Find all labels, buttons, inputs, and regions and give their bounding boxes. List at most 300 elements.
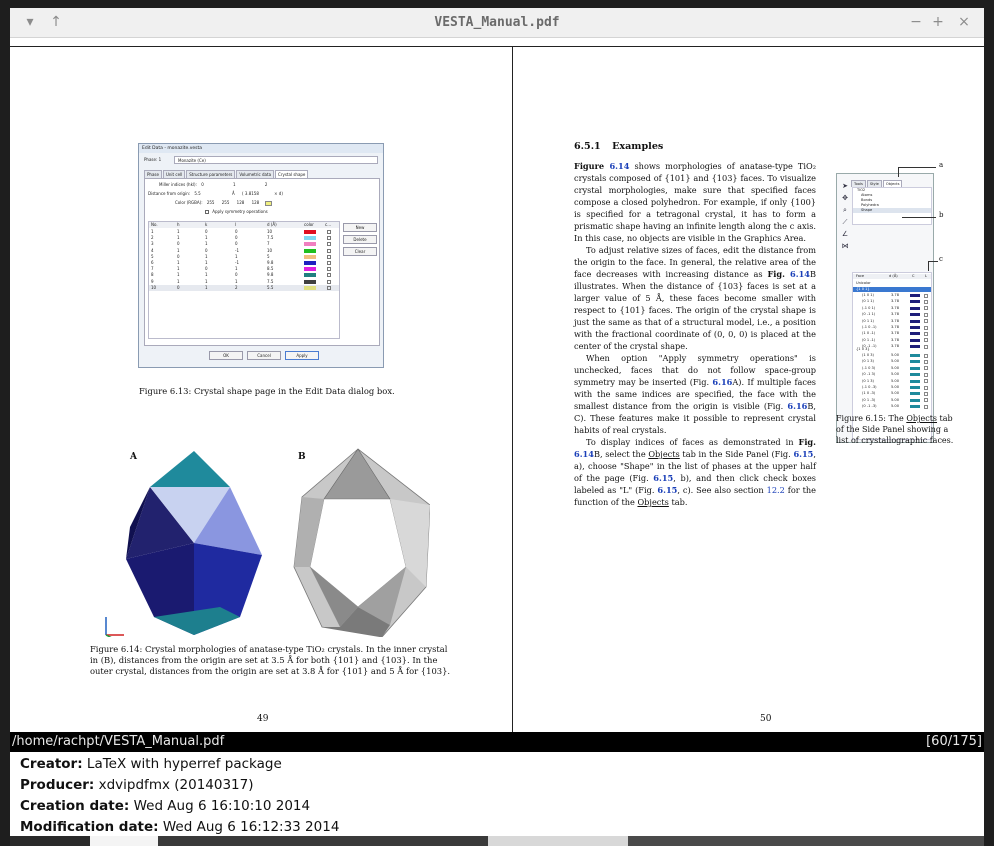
page-divider — [512, 47, 513, 733]
checkbox-icon — [327, 236, 331, 240]
taskbar-segment — [90, 836, 158, 846]
text: Objects — [637, 497, 669, 507]
checkbox-icon — [327, 242, 331, 246]
col-c: c... — [325, 222, 332, 227]
checkbox-icon — [924, 360, 928, 364]
callout-line-b — [902, 217, 936, 218]
section-title: Examples — [612, 141, 664, 152]
face-distance: 5.00 — [891, 397, 900, 402]
faces-table-row — [149, 254, 339, 260]
group-label: {1 0 1} — [856, 287, 870, 291]
col-c: C — [912, 274, 915, 278]
section-heading — [574, 141, 663, 152]
cell-no: 2 — [151, 235, 154, 241]
col-d: d (Å) — [267, 222, 277, 227]
face-index: (-1 0 3) — [862, 365, 876, 370]
faces-table-row — [149, 241, 339, 247]
checkbox-icon — [205, 210, 209, 214]
callout-line-c — [928, 261, 938, 262]
checkbox-icon — [924, 379, 928, 383]
color-swatch — [265, 201, 272, 206]
crystal-a-image — [126, 451, 262, 635]
face-distance: 5.00 — [891, 404, 900, 409]
figure-link[interactable]: 6.14 — [790, 269, 810, 279]
bond-tool-icon: ⟋ — [842, 218, 848, 226]
tree-item: TiO2 — [857, 188, 866, 192]
section-link[interactable]: 12.2 — [766, 485, 785, 495]
group-label: {1 0 3} — [856, 347, 870, 351]
text: tab. — [668, 497, 688, 507]
info-value: LaTeX with hyperref package — [86, 756, 282, 772]
figure-6-13-caption: Figure 6.13: Crystal shape page in the Edit Data dialog box. — [139, 386, 395, 396]
faces-table — [148, 221, 340, 339]
symmetry-row — [205, 209, 268, 215]
cell-k: 1 — [205, 253, 208, 259]
faces-list-header — [853, 274, 931, 279]
info-value: Wed Aug 6 16:10:10 2014 — [133, 798, 311, 814]
face-row — [853, 404, 931, 409]
figure-6-14-caption — [90, 644, 500, 677]
side-toolbar — [839, 178, 851, 254]
face-index: (0 1 -3) — [862, 397, 876, 402]
checkbox-icon — [924, 373, 928, 377]
clear-button: Clear — [343, 247, 377, 256]
dialog-tabs — [144, 170, 309, 178]
color-swatch — [304, 267, 316, 271]
cell-h: 1 — [177, 272, 180, 278]
face-distance: 3.78 — [891, 325, 900, 329]
side-panel-figure — [836, 173, 934, 443]
cell-d: 10 — [267, 229, 273, 234]
text: When option "Apply symmetry operations" is unchecked, faces that do not follow space-group symmetry may be inserted (Fig. — [574, 353, 816, 387]
phase-select: Monazite (Ce) — [174, 156, 378, 164]
face-row — [853, 325, 931, 330]
dialog-tab-active: Crystal shape — [275, 170, 308, 178]
paragraph — [574, 436, 816, 508]
faces-table-row — [149, 279, 339, 285]
figure-link[interactable]: 6.16 — [712, 377, 733, 387]
minimize-icon[interactable]: − — [910, 14, 922, 30]
crystal-shape-panel — [144, 178, 380, 346]
checkbox-icon — [924, 313, 928, 317]
text: tab in the Side Panel (Fig. — [679, 449, 794, 459]
callout-label-b: b — [939, 211, 944, 219]
cell-l: -1 — [235, 260, 239, 265]
info-creator — [20, 756, 282, 772]
cell-d: 9.8 — [267, 260, 274, 265]
distance-value: 5.5 — [194, 191, 201, 196]
face-row — [853, 372, 931, 377]
face-row — [853, 398, 931, 403]
color-swatch — [910, 392, 920, 395]
maximize-icon[interactable]: + — [932, 14, 944, 30]
color-swatch — [910, 380, 920, 383]
cell-d: 7.5 — [267, 278, 274, 284]
cell-h: 0 — [177, 241, 180, 247]
face-index: (0 1 -1) — [862, 337, 876, 342]
dialog-tab: Phase — [144, 170, 162, 178]
cell-k: 1 — [205, 260, 208, 265]
crystal-label-a: A — [130, 452, 137, 462]
checkbox-icon — [924, 392, 928, 396]
faces-table-row — [149, 229, 339, 235]
color-swatch — [304, 286, 316, 290]
cell-h: 0 — [177, 284, 180, 290]
cell-h: 1 — [177, 235, 180, 241]
new-button: New — [343, 223, 377, 232]
figure-6-15-caption — [836, 413, 960, 446]
face-index: (0 -1 -1) — [862, 344, 877, 349]
face-row — [853, 353, 931, 358]
page-number-left: 49 — [257, 714, 269, 724]
ok-button: OK — [209, 351, 243, 360]
col-k: k — [205, 222, 208, 227]
face-row — [853, 379, 931, 384]
face-index: (1 0 1) — [862, 293, 874, 297]
face-row — [853, 331, 931, 336]
tree-item: Polyhedra — [861, 203, 879, 207]
text: Objects — [906, 414, 938, 423]
taskbar-segment — [628, 836, 984, 846]
cell-k: 1 — [205, 284, 208, 290]
cell-l: 0 — [235, 241, 238, 247]
face-distance: 3.78 — [891, 337, 900, 342]
file-path: /home/rachpt/VESTA_Manual.pdf — [12, 734, 225, 749]
status-bar — [10, 732, 984, 752]
cancel-button: Cancel — [247, 351, 281, 360]
face-distance: 5.00 — [891, 365, 900, 370]
color-swatch — [304, 242, 316, 246]
face-index: (0 1 3) — [862, 359, 874, 364]
color-swatch — [910, 373, 920, 376]
text: Fig. — [767, 269, 791, 279]
figure-link[interactable]: 6.15 — [653, 473, 674, 483]
dialog-title: Edit Data - monazite.vesta — [139, 144, 383, 153]
face-index: (-1 0 -1) — [862, 325, 877, 329]
body-text — [574, 160, 816, 508]
callout-label-c: c — [939, 255, 943, 263]
face-index: (0 -1 -3) — [862, 404, 877, 409]
callout-line-a — [898, 167, 936, 168]
checkbox-icon — [924, 326, 928, 330]
phase-label: Phase: 1 — [144, 157, 162, 162]
cell-h: 1 — [177, 229, 180, 234]
color-swatch — [910, 386, 920, 389]
side-tab: Tools — [851, 180, 866, 187]
checkbox-icon — [924, 405, 928, 409]
checkbox-icon — [327, 261, 331, 265]
cell-l: 0 — [235, 235, 238, 241]
info-modification-date — [20, 819, 339, 835]
color-swatch — [304, 280, 316, 284]
taskbar-strip — [10, 836, 984, 846]
color-swatch — [304, 261, 316, 265]
face-row — [853, 359, 931, 364]
info-creation-date — [20, 798, 310, 814]
color-swatch — [304, 236, 316, 240]
color-swatch — [304, 230, 316, 234]
face-index: (-1 0 -3) — [862, 385, 877, 389]
cell-l: 0 — [235, 229, 238, 234]
cell-d: 7 — [267, 241, 270, 247]
symmetry-label: Apply symmetry operations — [212, 209, 268, 214]
checkbox-icon — [924, 300, 928, 304]
tree-item: Atoms — [861, 193, 873, 197]
color-swatch — [910, 360, 920, 363]
text: for the function of the — [574, 485, 817, 507]
info-value: Wed Aug 6 16:12:33 2014 — [162, 819, 340, 835]
angle-tool-icon: ∠ — [841, 230, 849, 238]
checkbox-icon — [327, 230, 331, 234]
face-row — [853, 391, 931, 396]
crystal-figures — [90, 447, 430, 637]
face-row — [853, 299, 931, 304]
face-distance: 5.00 — [891, 372, 900, 377]
dialog-tab: Volumetric data — [236, 170, 274, 178]
cell-l: 0 — [235, 272, 238, 278]
zoom-icon: ⌕ — [843, 206, 847, 214]
checkbox-icon — [327, 273, 331, 277]
caption-line: outer crystal, distances from the origin are set at 3.8 Å for {101} and 5 Å for {103}. — [90, 666, 451, 676]
color-swatch — [304, 273, 316, 277]
group-label: Unicolor — [856, 281, 871, 285]
face-index: (0 -1 3) — [862, 372, 876, 377]
faces-table-row — [149, 285, 339, 291]
color-swatch — [910, 326, 920, 329]
checkbox-icon — [924, 332, 928, 336]
face-distance: 3.78 — [891, 318, 900, 323]
face-distance: 5.00 — [891, 385, 900, 389]
face-row — [853, 319, 931, 324]
cell-h: 1 — [177, 266, 180, 272]
cell-l: 1 — [235, 266, 238, 272]
color-swatch — [910, 367, 920, 370]
face-distance: 3.78 — [891, 344, 900, 349]
title-bar[interactable] — [10, 8, 984, 38]
face-index: (-1 0 1) — [862, 305, 876, 310]
text: , c). See also section — [677, 485, 767, 495]
checkbox-icon — [327, 286, 331, 290]
color-swatch — [910, 332, 920, 335]
figure-link[interactable]: 6.16 — [787, 401, 808, 411]
keep-above-arrow-icon[interactable]: ↑ — [50, 14, 62, 30]
group-row-selected — [853, 287, 931, 292]
cell-no: 5 — [151, 253, 154, 259]
group-row — [853, 281, 931, 286]
color-swatch — [910, 300, 920, 303]
faces-table-row — [149, 248, 339, 254]
color-swatch — [304, 255, 316, 259]
text: To adjust relative sizes of faces, edit the distance from the origin to the face. In general, the relative area of the face decreases with increasing distance as — [574, 245, 816, 279]
face-distance: 3.78 — [891, 312, 900, 317]
info-label: Producer: — [20, 777, 95, 793]
cell-h: 1 — [177, 278, 180, 284]
cell-d: 5 — [267, 253, 270, 259]
cell-no: 9 — [151, 278, 154, 284]
taskbar-segment — [488, 836, 628, 846]
face-row — [853, 385, 931, 390]
dihedral-tool-icon: ⋈ — [841, 242, 849, 250]
color-swatch — [910, 354, 920, 357]
checkbox-icon — [924, 319, 928, 323]
cell-h: 0 — [177, 253, 180, 259]
color-label: Color (RGBA): — [175, 200, 203, 205]
axis-indicator-icon — [106, 617, 124, 637]
cell-d: 5.5 — [267, 284, 274, 290]
callout-line-a-stem — [898, 167, 899, 177]
text: , a), choose "Shape" in the list of phases at the upper half of the page (Fig. — [574, 449, 816, 483]
text: Fig. — [798, 437, 816, 447]
phase-row — [144, 156, 378, 164]
text: B illustrates. When the distance of {103} faces is set at a larger value of 5 Å, these faces become smaller with respect to {101} faces. The origin of the crystal shape is just the same as that of a structural model, i.e., a position with the fractional coordinate of (0, 0, 0) is placed at the center of the crystal shape. — [574, 269, 816, 351]
faces-table-row — [149, 266, 339, 272]
checkbox-icon — [924, 366, 928, 370]
col-d: d (Å) — [889, 274, 898, 278]
face-row — [853, 293, 931, 298]
info-label: Modification date: — [20, 819, 159, 835]
face-distance: 3.78 — [891, 293, 900, 297]
faces-table-row — [149, 235, 339, 241]
cell-l: -1 — [235, 247, 239, 253]
cell-l: 1 — [235, 253, 238, 259]
figure-link[interactable]: 6.14 — [609, 161, 630, 171]
pdf-viewer-window — [10, 8, 984, 846]
face-distance: 5.00 — [891, 359, 900, 364]
color-b: 128 — [236, 200, 245, 205]
color-swatch — [910, 294, 920, 297]
cell-d: 10 — [267, 247, 273, 253]
crystal-b-image — [294, 449, 430, 637]
cell-k: 0 — [205, 247, 208, 253]
close-icon[interactable]: × — [958, 14, 970, 30]
face-distance: 5.00 — [891, 378, 900, 383]
cell-no: 1 — [151, 229, 154, 234]
tree-item-selected: Shape — [853, 208, 931, 213]
color-row — [175, 200, 272, 206]
delete-button: Delete — [343, 235, 377, 244]
figure-link[interactable]: 6.14 — [574, 449, 594, 459]
face-index: (0 1 3) — [862, 378, 874, 383]
face-index: (0 1 1) — [862, 299, 874, 304]
text: B, select the — [593, 449, 649, 459]
miller-row — [159, 182, 267, 188]
text: Figure — [574, 161, 610, 171]
window-title: VESTA_Manual.pdf — [434, 15, 560, 30]
side-tab: Style — [867, 180, 882, 187]
color-g: 255 — [221, 200, 230, 205]
face-distance: 3.78 — [891, 305, 900, 310]
color-a: 128 — [251, 200, 260, 205]
distance-row — [148, 191, 283, 197]
tree-item: Bonds — [861, 198, 873, 202]
text: , b), and then click check boxes labeled as "L" (Fig. — [574, 473, 816, 495]
page-counter: [60/175] — [926, 734, 982, 749]
checkbox-icon — [924, 386, 928, 390]
col-face: Face — [856, 274, 865, 278]
color-swatch — [910, 339, 920, 342]
color-swatch — [910, 320, 920, 323]
faces-table-row — [149, 260, 339, 266]
cursor-arrow-icon: ➤ — [842, 182, 848, 190]
figure-link[interactable]: 6.15 — [657, 485, 678, 495]
miller-l: 2 — [264, 182, 268, 187]
face-distance: 3.78 — [891, 299, 900, 304]
window-menu-chevron-icon[interactable]: ▾ — [26, 14, 34, 30]
face-row — [853, 366, 931, 371]
cell-no: 8 — [151, 272, 154, 278]
crystal-label-b: B — [298, 452, 306, 462]
cell-k: 1 — [205, 241, 208, 247]
checkbox-icon — [924, 338, 928, 342]
distance-suffix: × d) — [274, 191, 283, 196]
side-panel-tabs — [851, 180, 903, 187]
color-r: 255 — [206, 200, 215, 205]
cell-k: 0 — [205, 229, 208, 234]
document-info-panel — [10, 752, 984, 846]
cell-no: 3 — [151, 241, 154, 247]
faces-table-row — [149, 272, 339, 278]
group-row — [853, 347, 931, 352]
color-swatch — [910, 307, 920, 310]
text: tab of the Side Panel showing a list of crystallographic faces. — [836, 414, 954, 445]
side-tab-active: Objects — [883, 180, 903, 187]
info-value: xdvipdfmx (20140317) — [98, 777, 254, 793]
caption-line: Figure 6.14: Crystal morphologies of anatase-type TiO₂ crystals. In the inner crystal — [90, 644, 448, 654]
info-label: Creator: — [20, 756, 83, 772]
cell-k: 1 — [205, 235, 208, 241]
callout-label-a: a — [939, 161, 944, 169]
caption-line: in (B), distances from the origin are set at 3.5 Å for both {101} and {103}. In the — [90, 655, 438, 665]
checkbox-icon — [924, 294, 928, 298]
col-color: color — [304, 222, 314, 227]
col-no: No. — [151, 222, 158, 227]
face-row — [853, 338, 931, 343]
face-index: (1 0 3) — [862, 353, 874, 357]
face-index: (0 -1 1) — [862, 312, 876, 317]
paragraph — [574, 160, 816, 244]
color-swatch — [910, 313, 920, 316]
cell-no: 6 — [151, 260, 154, 265]
cell-k: 1 — [205, 272, 208, 278]
color-swatch — [910, 405, 920, 408]
cell-no: 7 — [151, 266, 154, 272]
miller-label: Miller indices (hkl): — [159, 182, 197, 187]
text: Figure 6.15: The — [836, 414, 907, 423]
cell-l: 1 — [235, 278, 238, 284]
info-label: Creation date: — [20, 798, 130, 814]
col-l: L — [925, 274, 928, 278]
color-swatch — [304, 249, 316, 253]
checkbox-icon — [327, 280, 331, 284]
callout-line-c-stem — [928, 261, 929, 271]
faces-table-header — [149, 222, 339, 228]
face-index: (1 0 -3) — [862, 391, 876, 396]
checkbox-icon — [327, 267, 331, 271]
edit-data-dialog-figure — [138, 143, 384, 368]
checkbox-icon — [924, 398, 928, 402]
page-number-right: 50 — [760, 714, 772, 724]
taskbar-segment — [158, 836, 488, 846]
checkbox-icon — [327, 249, 331, 253]
document-view[interactable] — [10, 46, 984, 732]
figure-link[interactable]: 6.15 — [793, 449, 814, 459]
face-index: (1 0 -1) — [862, 331, 876, 336]
distance-label: Distance from origin: — [148, 191, 191, 196]
text: Objects — [648, 449, 680, 459]
dialog-tab: Unit cell — [163, 170, 185, 178]
cell-k: 0 — [205, 266, 208, 272]
col-l: l — [235, 222, 237, 227]
